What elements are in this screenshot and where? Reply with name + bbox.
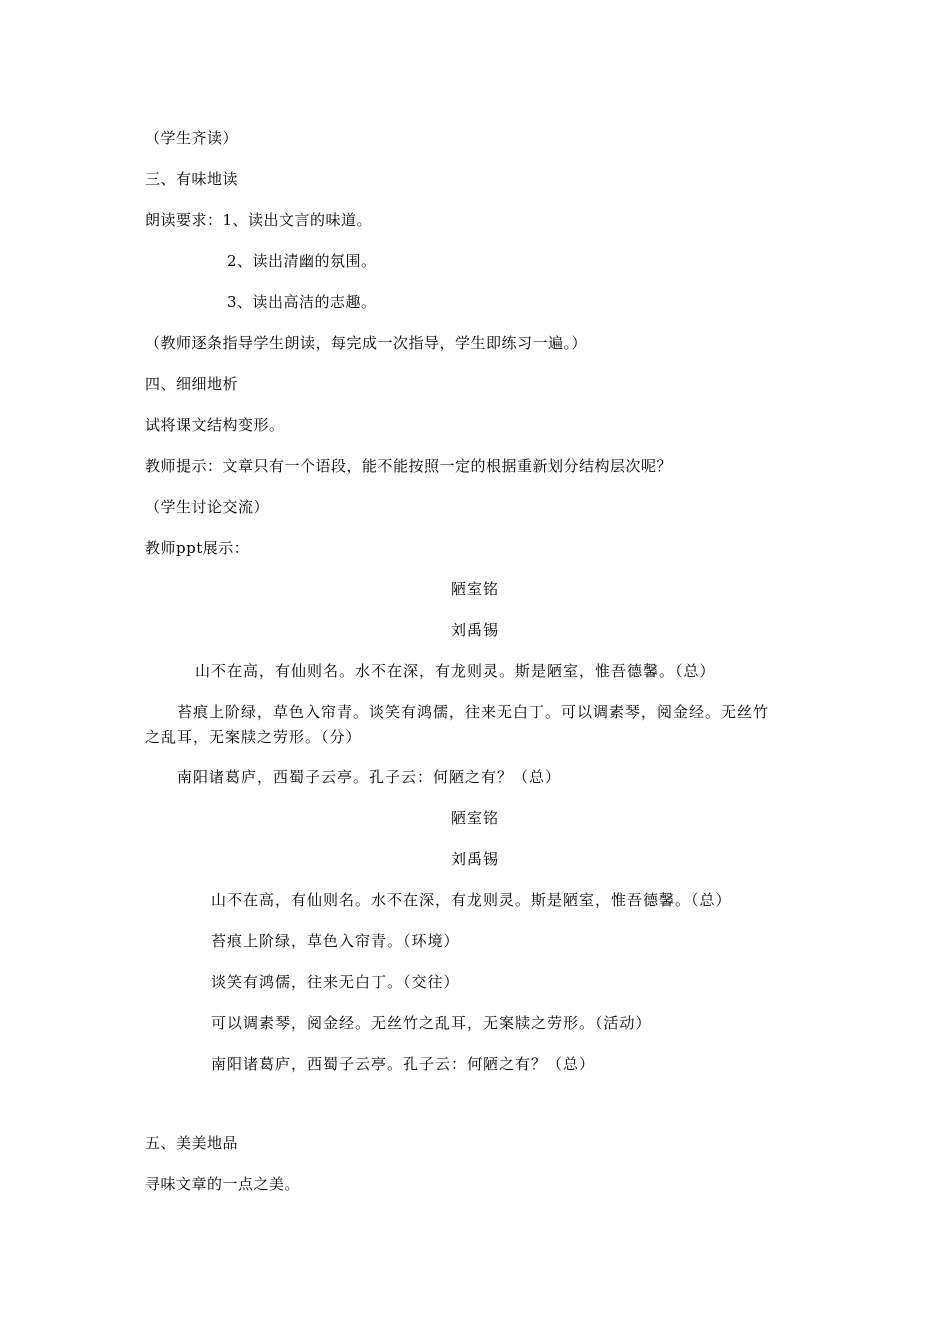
ppt2-title: 陋室铭: [450, 809, 499, 827]
student-read-note: （学生齐读）: [145, 129, 239, 147]
ppt1-title: 陋室铭: [450, 580, 499, 598]
teacher-guidance-note: （教师逐条指导学生朗读，每完成一次指导，学生即练习一遍。）: [145, 334, 588, 352]
section-3-heading: 三、有味地读: [145, 170, 239, 188]
ppt1-author: 刘禹锡: [450, 621, 499, 639]
reading-requirement-1: 朗读要求：1、读出文言的味道。: [145, 211, 373, 229]
ppt1-paragraph-2-line-1: 苔痕上阶绿，草色入帘青。谈笑有鸿儒，往来无白丁。可以调素琴，阅金经。无丝竹: [177, 703, 770, 721]
ppt2-paragraph-1: 山不在高，有仙则名。水不在深，有龙则灵。斯是陋室，惟吾德馨。（总）: [211, 891, 732, 909]
ppt2-paragraph-5: 南阳诸葛庐，西蜀子云亭。孔子云：何陋之有？（总）: [211, 1055, 596, 1073]
reading-requirement-3: 3、读出高洁的志趣。: [227, 293, 377, 311]
section-4-heading: 四、细细地析: [145, 375, 239, 393]
teacher-ppt-intro: 教师ppt展示：: [145, 539, 250, 557]
reading-requirement-2: 2、读出清幽的氛围。: [227, 252, 377, 270]
appreciation-task: 寻味文章的一点之美。: [145, 1175, 301, 1193]
ppt2-paragraph-3: 谈笑有鸿儒，往来无白丁。（交往）: [211, 973, 460, 991]
ppt1-paragraph-3: 南阳诸葛庐，西蜀子云亭。孔子云：何陋之有？（总）: [177, 768, 562, 786]
ppt2-paragraph-4: 可以调素琴，阅金经。无丝竹之乱耳，无案牍之劳形。（活动）: [211, 1014, 652, 1032]
ppt1-paragraph-2-line-2: 之乱耳，无案牍之劳形。（分）: [145, 728, 362, 746]
ppt2-paragraph-2: 苔痕上阶绿，草色入帘青。（环境）: [211, 932, 460, 950]
ppt1-paragraph-1: 山不在高，有仙则名。水不在深，有龙则灵。斯是陋室，惟吾德馨。（总）: [195, 662, 716, 680]
student-discussion-note: （学生讨论交流）: [145, 498, 270, 516]
teacher-hint: 教师提示：文章只有一个语段，能不能按照一定的根据重新划分结构层次呢？: [145, 457, 673, 475]
section-5-heading: 五、美美地品: [145, 1134, 239, 1152]
ppt2-author: 刘禹锡: [450, 850, 499, 868]
structure-task: 试将课文结构变形。: [145, 416, 285, 434]
